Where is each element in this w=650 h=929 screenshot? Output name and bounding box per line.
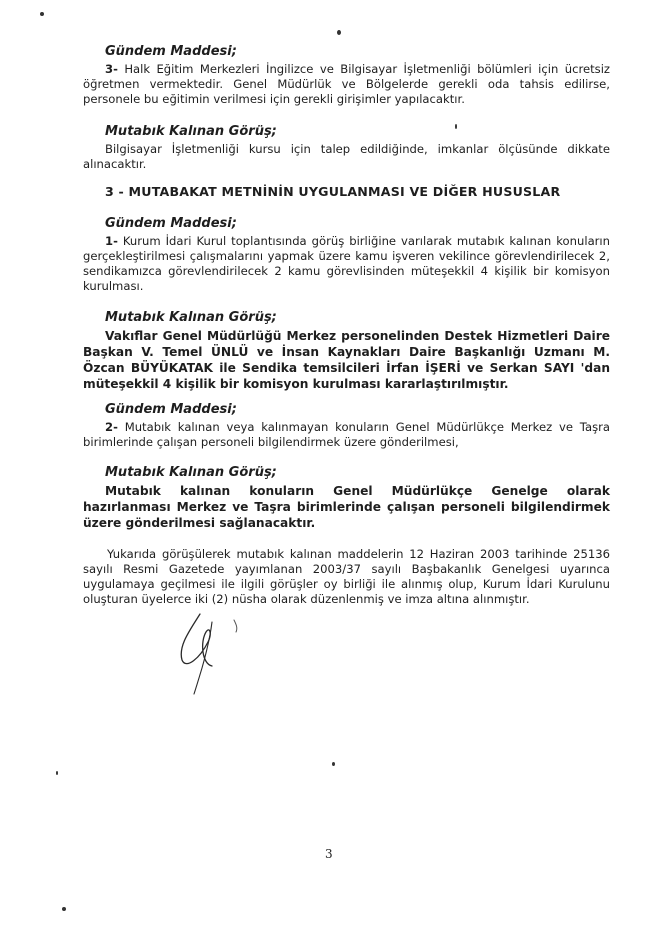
consensus-text: Vakıflar Genel Müdürlüğü Merkez personelinden Destek Hizmetleri Daire Başkan V. Temel ÜNLÜ ve İnsan Kaynakları Daire Başkanlığı Uzmanı M. Özcan BÜYÜKATAK ile Sendika temsilcileri İrfan İŞERİ ve Serkan SAYI 'dan müteşekkil 4 kişilik bir komisyon kurulması kararlaştırılmıştır.	[83, 329, 610, 391]
agenda-body: Halk Eğitim Merkezleri İngilizce ve Bilgisayar İşletmenliği bölümleri için ücretsiz öğretmen vermektedir. Genel Müdürlük ve Bölgelerde gerekli oda tahsis edilirse, personele bu eğitimin verilmesi için gerekli girişimler yapılacaktır.	[83, 62, 611, 106]
agenda-heading: Gündem Maddesi;	[105, 216, 237, 231]
consensus-2	[83, 310, 610, 392]
consensus-3	[83, 465, 610, 531]
page-number: 3	[325, 847, 333, 861]
closing-paragraph	[83, 545, 610, 607]
agenda-number: 2-	[105, 420, 118, 434]
scan-speck	[56, 771, 58, 775]
agenda-text	[83, 62, 610, 107]
consensus-heading: Mutabık Kalınan Görüş;	[105, 124, 277, 139]
agenda-item-2	[83, 216, 610, 294]
agenda-item-1	[83, 44, 610, 107]
agenda-number: 3-	[105, 62, 118, 76]
consensus-heading: Mutabık Kalınan Görüş;	[105, 310, 277, 325]
agenda-body: Mutabık kalınan veya kalınmayan konuların Genel Müdürlükçe Merkez ve Taşra birimlerinde çalışan personeli bilgilendirmek üzere gönderilmesi,	[83, 420, 610, 449]
closing-text: Yukarıda görüşülerek mutabık kalınan maddelerin 12 Haziran 2003 tarihinde 25136 sayılı Resmi Gazetede yayımlanan 2003/37 sayılı Başbakanlık Genelgesi uyarınca uygulamaya geçilmesi ile ilgili görüşler oy birliği ile alınmış olup, Kurum İdari Kurulunu oluşturan üyelerce iki (2) nüsha olarak düzenlenmiş ve imza altına alınmıştır.	[83, 547, 610, 606]
agenda-number: 1-	[105, 234, 118, 248]
consensus-1	[83, 124, 610, 172]
agenda-heading: Gündem Maddesi;	[105, 44, 237, 59]
agenda-item-3	[83, 402, 610, 450]
agenda-heading: Gündem Maddesi;	[105, 402, 237, 417]
consensus-text: Bilgisayar İşletmenliği kursu için talep edildiğinde, imkanlar ölçüsünde dikkate alınacaktır.	[83, 142, 610, 171]
handwritten-signature	[172, 608, 252, 698]
agenda-text	[83, 234, 610, 294]
scan-speck	[40, 12, 44, 16]
scan-speck	[62, 907, 66, 911]
agenda-text	[83, 420, 610, 450]
scan-speck	[332, 762, 335, 766]
section-title: 3 - MUTABAKAT METNİNİN UYGULANMASI VE DİĞER HUSUSLAR	[105, 184, 561, 199]
consensus-text: Mutabık kalınan konuların Genel Müdürlükçe Genelge olarak hazırlanması Merkez ve Taşra birimlerinde çalışan personeli bilgilendirmek üzere gönderilmesi sağlanacaktır.	[83, 484, 610, 530]
agenda-body: Kurum İdari Kurul toplantısında görüş birliğine varılarak mutabık kalınan konuların gerçekleştirilmesi çalışmalarını yapmak üzere kamu işveren vekilince görevlendirilecek 2, sendikamızca görevlendirilecek 2 kamu görevlisinden müteşekkil 4 kişilik bir komisyon kurulması.	[83, 234, 611, 293]
scan-speck	[337, 30, 341, 35]
consensus-heading: Mutabık Kalınan Görüş;	[105, 465, 277, 480]
